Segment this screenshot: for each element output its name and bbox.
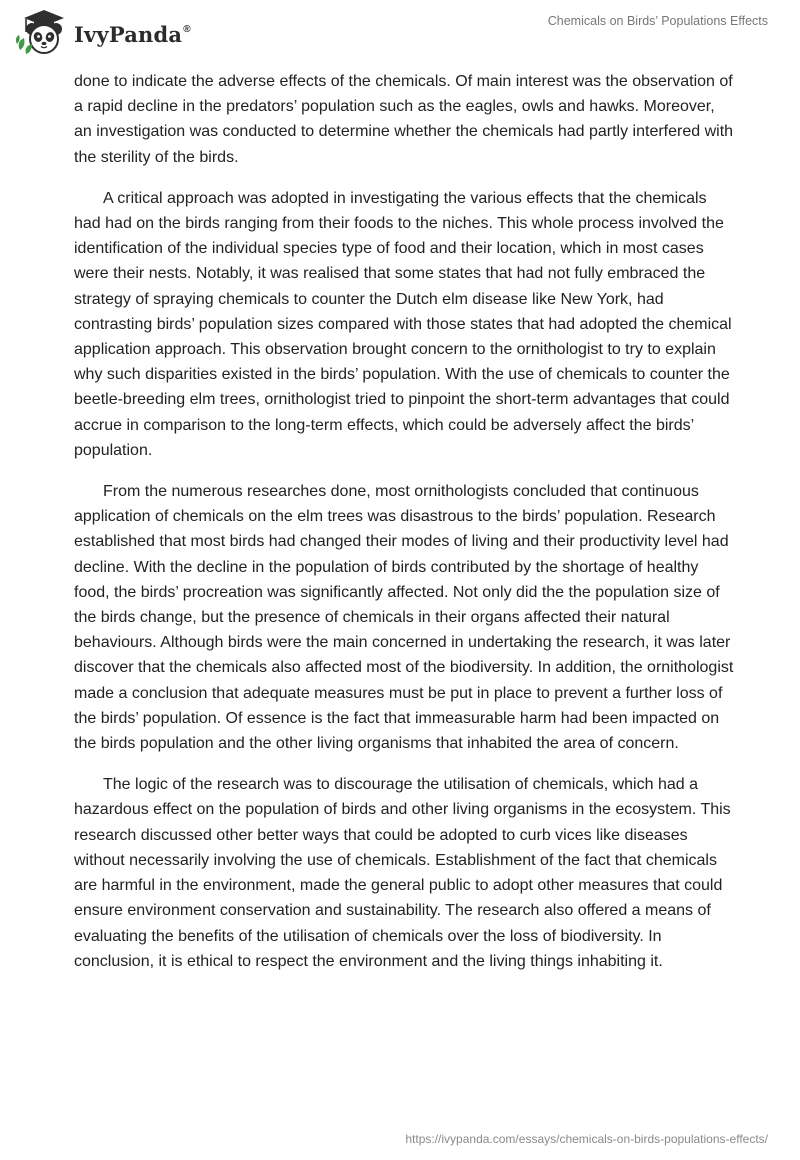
panda-logo-icon: [14, 8, 68, 56]
paragraph-3: From the numerous researches done, most ornithologists concluded that continuous application of chemicals on the elm trees was disastrous to the birds’ population. Research established that most birds had changed their modes of living and their productivity level had decline. With the decline in the population of birds contributed by the shortage of healthy food, the birds’ procreation was significantly affected. Not only did the the population size of the birds change, but the presence of chemicals in their organs affected their natural behaviours. Although birds were the main concerned in undertaking the research, it was later discover that the chemicals also affected most of the biodiversity. In addition, the ornithologist made a conclusion that adequate measures must be put in place to prevent a further loss of the birds’ population. Of essence is the fact that immeasurable harm had been impacted on the birds population and the other living organisms that inhabited the area of concern.: [74, 483, 734, 753]
registered-mark: ®: [183, 23, 191, 35]
paragraph-1: done to indicate the adverse effects of the chemicals. Of main interest was the observation of a rapid decline in the predators’ population such as the eagles, owls and hawks. Moreover, an investigation was conducted to determine whether the chemicals had partly interfered with the sterility of the birds.: [74, 73, 734, 166]
essay-body: [74, 69, 734, 990]
source-url-link[interactable]: https://ivypanda.com/essays/chemicals-on-birds-populations-effects/: [405, 1132, 768, 1146]
document-title: Chemicals on Birds’ Populations Effects: [547, 14, 768, 28]
paragraph-2: A critical approach was adopted in investigating the various effects that the chemicals had had on the birds ranging from their foods to the niches. This whole process involved the identification of the individual species type of food and their location, which in most cases were their nests. Notably, it was realised that some states that had not fully embraced the strategy of spraying chemicals to counter the Dutch elm disease like New York, had contrasting birds’ population sizes compared with those states that had adopted the chemical application approach. This observation brought concern to the ornithologist to try to explain why such disparities existed in the birds’ population. With the use of chemicals to counter the beetle-breeding elm trees, ornithologist tried to pinpoint the short-term advantages that could accrue in comparison to the long-term effects, which could be adversely affect the birds’ population.: [74, 189, 732, 459]
brand-name: IvyPanda®: [74, 21, 191, 47]
brand-logo[interactable]: [14, 8, 191, 56]
paragraph-4: The logic of the research was to discourage the utilisation of chemicals, which had a hazardous effect on the population of birds and other living organisms in the ecosystem. This research discussed other better ways that could be adopted to curb vices like diseases without necessarily involving the use of chemicals. Establishment of the fact that chemicals are harmful in the environment, made the general public to adopt other measures that could ensure environment conservation and sustainability. The research also offered a means of evaluating the benefits of the utilisation of chemicals over the loss of biodiversity. In conclusion, it is ethical to respect the environment and the living things inhabiting it.: [74, 776, 731, 970]
page-header: [0, 0, 800, 64]
